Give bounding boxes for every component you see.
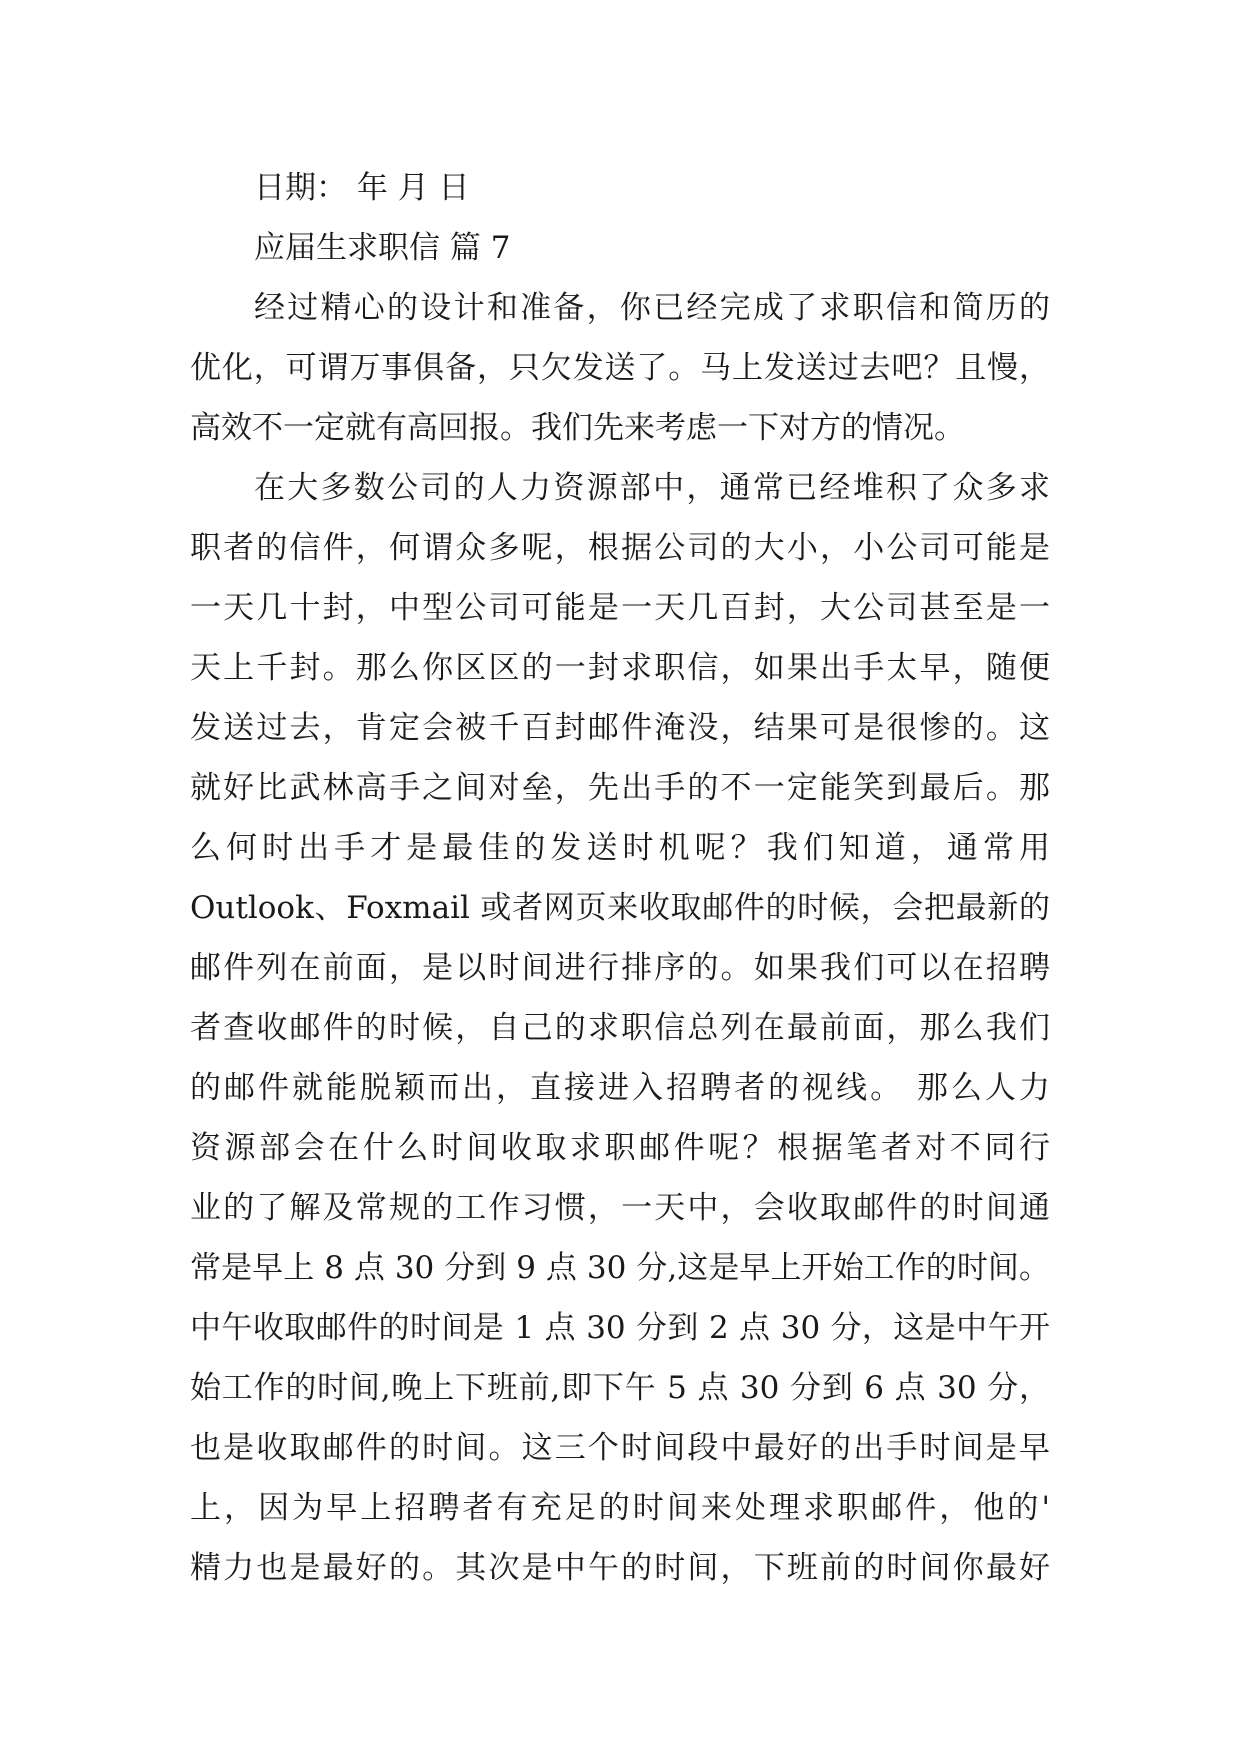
paragraph-line: 么何时出手才是最佳的发送时机呢？我们知道，通常用 — [190, 830, 1050, 866]
paragraph-1 — [190, 278, 1050, 458]
paragraph-line: 职者的信件，何谓众多呢，根据公司的大小，小公司可能是 — [190, 530, 1050, 566]
paragraph-line: 上，因为早上招聘者有充足的时间来处理求职邮件，他的' — [190, 1490, 1050, 1526]
paragraph-line: 常是早上 8 点 30 分到 9 点 30 分,这是早上开始工作的时间。 — [190, 1250, 1050, 1286]
paragraph-line: 资源部会在什么时间收取求职邮件呢？根据笔者对不同行 — [190, 1130, 1050, 1166]
paragraph-line: 中午收取邮件的时间是 1 点 30 分到 2 点 30 分，这是中午开 — [190, 1310, 1050, 1346]
paragraph-line: 就好比武林高手之间对垒，先出手的不一定能笑到最后。那 — [190, 770, 1050, 806]
section-title: 应届生求职信 篇 7 — [254, 230, 511, 266]
paragraph-line: 也是收取邮件的时间。这三个时间段中最好的出手时间是早 — [190, 1430, 1050, 1466]
date-line: 日期： 年 月 日 — [254, 170, 470, 206]
paragraph-line: 者查收邮件的时候，自己的求职信总列在最前面，那么我们 — [190, 1010, 1050, 1046]
paragraph-line: 优化，可谓万事俱备，只欠发送了。马上发送过去吧？且慢， — [190, 350, 1050, 386]
paragraph-2 — [190, 458, 1050, 1598]
paragraph-line: 发送过去，肯定会被千百封邮件淹没，结果可是很惨的。这 — [190, 710, 1050, 746]
paragraph-line: 一天几十封，中型公司可能是一天几百封，大公司甚至是一 — [190, 590, 1050, 626]
paragraph-line: 经过精心的设计和准备，你已经完成了求职信和简历的 — [254, 290, 1050, 326]
paragraph-line: 在大多数公司的人力资源部中，通常已经堆积了众多求 — [254, 470, 1050, 506]
paragraph-line: 精力也是最好的。其次是中午的时间，下班前的时间你最好 — [190, 1550, 1050, 1586]
paragraph-line: 业的了解及常规的工作习惯，一天中，会收取邮件的时间通 — [190, 1190, 1050, 1226]
paragraph-line: 始工作的时间,晚上下班前,即下午 5 点 30 分到 6 点 30 分， — [190, 1370, 1050, 1406]
paragraph-line: 的邮件就能脱颖而出，直接进入招聘者的视线。 那么人力 — [190, 1070, 1050, 1106]
document-body — [190, 158, 1050, 1598]
paragraph-line: 天上千封。那么你区区的一封求职信，如果出手太早，随便 — [190, 650, 1050, 686]
paragraph-line: Outlook、Foxmail 或者网页来收取邮件的时候，会把最新的 — [190, 890, 1050, 926]
paragraph-line: 邮件列在前面，是以时间进行排序的。如果我们可以在招聘 — [190, 950, 1050, 986]
paragraph-line: 高效不一定就有高回报。我们先来考虑一下对方的情况。 — [190, 410, 965, 446]
